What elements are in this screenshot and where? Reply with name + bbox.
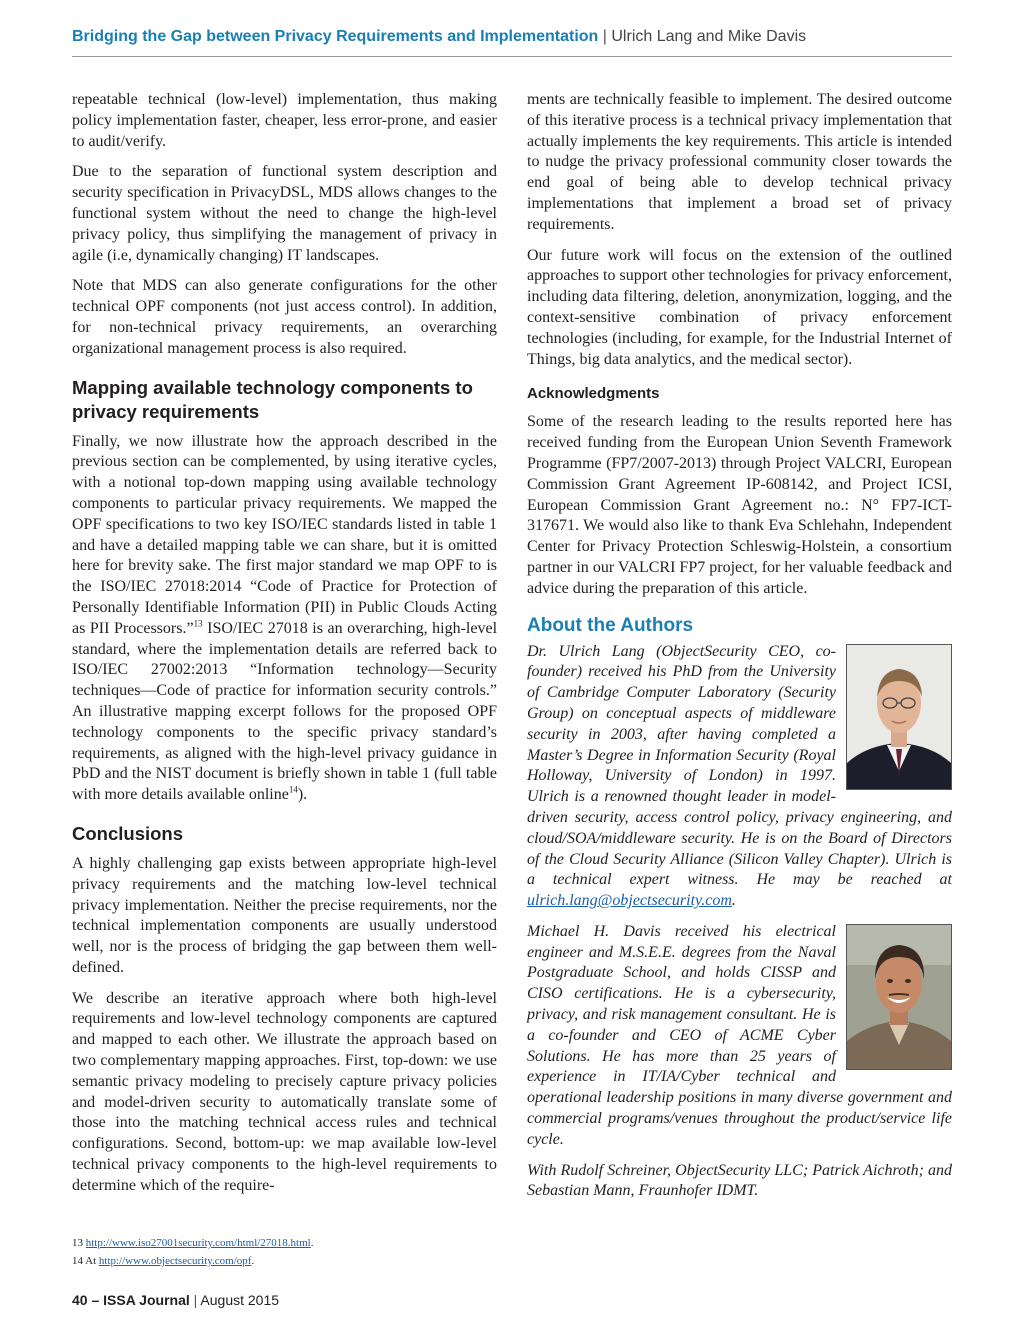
author-photo-ulrich-lang: [846, 644, 952, 790]
acknowledgments-text: Some of the research leading to the results reported here has received funding from the European Union Seventh Framework Programme (FP7/2007-2013) through Project VALCRI, European Commission Grant Agreement IP-608142, and Project ICSI, European Commission Grant Agreement no.: N° FP7-ICT-317671. We would also like to thank Eva Schlehahn, Independent Center for Privacy Protection Schleswig-Holstein, a consortium partner in our VALCRI FP7 project, for her valuable feedback and advice during the preparation of this article.: [527, 413, 952, 597]
header-title: Bridging the Gap between Privacy Requirements and Implementation: [72, 28, 599, 45]
contributors-credit: With Rudolf Schreiner, ObjectSecurity LLC; Patrick Aichroth; and Sebastian Mann, Fraunhofer IDMT.: [527, 1161, 952, 1200]
paragraph: Due to the separation of functional system description and security specification in PrivacyDSL, MDS allows changes to the functional system without the need to change the high-level privacy policy, thus simplifying the management of privacy in agile (i.e, dynamically changing) IT landscapes.: [72, 163, 497, 264]
acknowledgments-heading: Acknowledgments: [527, 385, 660, 403]
text: Dr. Ulrich Lang (ObjectSecurity CEO, co-founder) received his PhD from the University of Cambridge Computer Laboratory (Security Group) on conceptual aspects of middleware security in 2003, after having completed a Master’s Degree in Information Security (Royal Holloway, University of London) in 1997. Ulrich is a renowned thought leader in model-driven security, access control policy, privacy engineering, and cloud/SOA/middleware security. He is on the Board of Directors of the Cloud Security Alliance (Silicon Valley Chapter). Ulrich is a technical expert witness. He may be reached at: [527, 642, 952, 889]
email-link[interactable]: ulrich.lang@objectsecurity.com: [527, 892, 732, 910]
author-photo-michael-davis: [846, 924, 952, 1070]
left-column: [72, 90, 497, 1207]
author-bio-michael-davis: Michael H. Davis received his electrical engineer and M.S.E.E. degrees from the Naval Postgraduate School, and holds CISSP and CISO certifications. He is a cybersecurity, privacy, and risk management consultant. He is a co-founder and CEO of ACME Cyber Solutions. He has more than 25 years of experience in IT/IA/Cyber technical and operational leadership positions in many diverse government and commercial programs/venues throughout the product/service life cycle.: [527, 922, 952, 1148]
portrait-icon: [847, 925, 951, 1069]
paragraph: A highly challenging gap exists between appropriate high-level privacy requirements and the matching low-level technical privacy implementation. Neither the precise requirements, nor the technical implementation components are usually understood well, nor is the process of bridging the gap between them well-defined.: [72, 854, 497, 976]
header-rule: [72, 56, 952, 57]
footnote-suffix: .: [310, 1237, 314, 1249]
text: .: [731, 892, 736, 910]
footer-date: August 2015: [200, 1292, 280, 1308]
paragraph: We describe an iterative approach where both high-level requirements and low-level technology components are captured and mapped to each other. We illustrate the approach based on two complementary mapping approaches. First, top-down: we use semantic privacy modeling to precisely capture privacy policies and model-driven security to automatically translate some of those into the matching technical access rules and technical configurations. Second, bottom-up: we map available low-level technical privacy components to the high-level requirements to determine which of the require-: [72, 989, 497, 1194]
about-authors-heading: About the Authors: [527, 614, 694, 636]
footnote-ref-14[interactable]: 14: [288, 784, 298, 795]
footnotes: [72, 1234, 672, 1270]
section-heading-conclusions: Conclusions: [72, 822, 184, 844]
footer-page-journal: 40 – ISSA Journal: [72, 1292, 190, 1308]
text: Finally, we now illustrate how the approach described in the previous section can be complemented, by using iterative cycles, with a notional top-down mapping using available technology components to particular privacy requirements. We mapped the OPF specifications to two key ISO/IEC standards listed in table 1 and have a detailed mapping table we can share, but it is omitted here for brevity sake. The first major standard we map OPF to is the ISO/IEC 27018:2014 “Code of Practice for Protection of Personally Identifiable Information (PII) in Public Clouds Acting as PII Processors.”: [72, 432, 497, 637]
footer-separator: |: [189, 1292, 201, 1308]
header-separator: |: [598, 28, 612, 45]
paragraph-mapping: [72, 432, 497, 806]
section-heading-mapping: Mapping available technology components to privacy requirements: [72, 376, 473, 422]
running-header: [72, 28, 952, 52]
footnote-link[interactable]: http://www.objectsecurity.com/opf: [98, 1255, 252, 1267]
paragraph: repeatable technical (low-level) implementation, thus making policy implementation faster, cheaper, less error-prone, and easier to audit/verify.: [72, 91, 497, 150]
page-footer: [72, 1292, 279, 1308]
paragraph: Our future work will focus on the extension of the outlined approaches to support other technologies for privacy enforcement, including data filtering, deletion, anonymization, logging, and the context-sensitive combination of privacy enforcement technologies (including, for example, for the Industrial Internet of Things, big data analytics, and the medical sector).: [527, 246, 952, 368]
footnote-link[interactable]: http://www.iso27001security.com/html/27018.html: [85, 1237, 311, 1249]
text: ).: [297, 786, 308, 804]
paragraph: ments are technically feasible to implement. The desired outcome of this iterative process is a technical privacy implementation that actually implements the key requirements. This article is intended to nudge the privacy professional community closer towards the end goal of being able to develop technical privacy implementations that implement a broad set of privacy requirements.: [527, 91, 952, 233]
footnote-number: 14: [72, 1255, 86, 1267]
footnote-ref-13[interactable]: 13: [193, 618, 203, 629]
right-column: [527, 90, 952, 1212]
portrait-icon: [847, 645, 951, 789]
paragraph: Note that MDS can also generate configurations for the other technical OPF components (not just access control). In addition, for non-technical privacy requirements, an overarching organizational management process is also required.: [72, 277, 497, 357]
header-authors: Ulrich Lang and Mike Davis: [611, 28, 807, 45]
footnote-suffix: .: [251, 1255, 255, 1267]
text: ISO/IEC 27018 is an overarching, high-level standard, where the implementation details are referred back to ISO/IEC 27002:2013 “Information technology—Security techniques—Code of practice for information security controls.” An illustrative mapping excerpt follows for the proposed OPF technology components to the specific privacy standard’s requirements, as aligned with the high-level privacy guidance in PbD and the NIST document is briefly shown in table 1 (full table with more details available online: [72, 619, 498, 804]
footnote-number: 13: [72, 1237, 86, 1249]
footnote-prefix: At: [85, 1255, 99, 1267]
footnote-13: [72, 1234, 672, 1252]
footnote-14: [72, 1252, 672, 1270]
